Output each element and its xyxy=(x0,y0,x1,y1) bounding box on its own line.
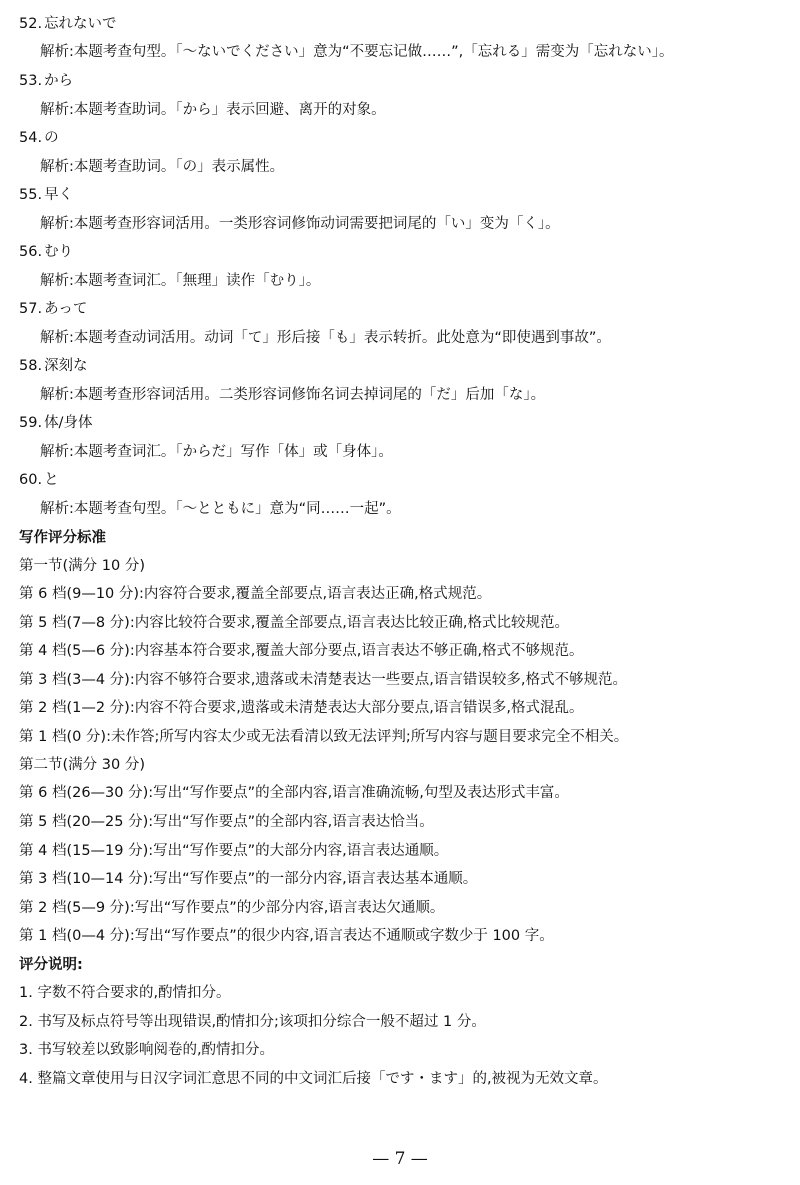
section2-level-3: 第 3 档(10—14 分):写出“写作要点”的一部分内容,语言表达基本通顺。 xyxy=(19,871,478,887)
section2-level-5: 第 5 档(20—25 分):写出“写作要点”的全部内容,语言表达恰当。 xyxy=(19,814,434,830)
section2-level-4: 第 4 档(15—19 分):写出“写作要点”的大部分内容,语言表达通顺。 xyxy=(19,843,449,859)
answer-54: 54. の xyxy=(19,130,59,146)
answer-55: 55. 早く xyxy=(19,187,74,203)
note-3: 3. 书写较差以致影响阅卷的,酌情扣分。 xyxy=(19,1042,275,1058)
section1-title: 第一节(满分 10 分) xyxy=(19,558,145,574)
page-number: — 7 — xyxy=(372,1149,428,1169)
explanation-53: 解析:本题考查助词。「から」表示回避、离开的对象。 xyxy=(40,102,386,118)
explanation-54: 解析:本题考查助词。「の」表示属性。 xyxy=(40,159,285,175)
explanation-60: 解析:本题考查句型。「～とともに」意为“同……一起”。 xyxy=(40,501,401,517)
section1-level-1: 第 1 档(0 分):未作答;所写内容太少或无法看清以致无法评判;所写内容与题目要求完全不相关。 xyxy=(19,729,629,745)
section1-level-5: 第 5 档(7—8 分):内容比较符合要求,覆盖全部要点,语言表达比较正确,格式比较规范。 xyxy=(19,615,570,631)
answer-53: 53. から xyxy=(19,73,74,89)
section2-level-1: 第 1 档(0—4 分):写出“写作要点”的很少内容,语言表达不通顺或字数少于 100 字。 xyxy=(19,928,554,944)
section1-level-4: 第 4 档(5—6 分):内容基本符合要求,覆盖大部分要点,语言表达不够正确,格式不够规范。 xyxy=(19,643,584,659)
answer-57: 57. あって xyxy=(19,301,88,317)
answer-58: 58. 深刻な xyxy=(19,358,88,374)
section2-title: 第二节(满分 30 分) xyxy=(19,757,145,773)
explanation-55: 解析:本题考查形容词活用。一类形容词修饰动词需要把词尾的「い」变为「く」。 xyxy=(40,216,560,232)
note-1: 1. 字数不符合要求的,酌情扣分。 xyxy=(19,985,231,1001)
explanation-57: 解析:本题考查动词活用。动词「て」形后接「も」表示转折。此处意为“即使遇到事故”。 xyxy=(40,330,611,346)
note-4: 4. 整篇文章使用与日汉字词汇意思不同的中文词汇后接「です・ます」的,被视为无效文章。 xyxy=(19,1071,608,1087)
section1-level-6: 第 6 档(9—10 分):内容符合要求,覆盖全部要点,语言表达正确,格式规范。 xyxy=(19,586,492,602)
notes-heading: 评分说明: xyxy=(19,957,83,973)
answer-60: 60. と xyxy=(19,472,59,488)
section2-level-6: 第 6 档(26—30 分):写出“写作要点”的全部内容,语言准确流畅,句型及表达形式丰富。 xyxy=(19,785,569,801)
note-2: 2. 书写及标点符号等出现错误,酌情扣分;该项扣分综合一般不超过 1 分。 xyxy=(19,1014,486,1030)
writing-heading: 写作评分标准 xyxy=(19,530,106,546)
answer-56: 56. むり xyxy=(19,244,74,260)
section2-level-2: 第 2 档(5—9 分):写出“写作要点”的少部分内容,语言表达欠通顺。 xyxy=(19,900,445,916)
section1-level-3: 第 3 档(3—4 分):内容不够符合要求,遗落或未清楚表达一些要点,语言错误较多,格式不够规范。 xyxy=(19,672,628,688)
explanation-56: 解析:本题考查词汇。「無理」读作「むり」。 xyxy=(40,273,321,289)
explanation-58: 解析:本题考查形容词活用。二类形容词修饰名词去掉词尾的「だ」后加「な」。 xyxy=(40,387,546,403)
answer-52: 52. 忘れないで xyxy=(19,16,117,32)
explanation-52: 解析:本题考查句型。「～ないでください」意为“不要忘记做……”,「忘れる」需变为「忘れない」。 xyxy=(40,44,674,60)
explanation-59: 解析:本题考查词汇。「からだ」写作「体」或「身体」。 xyxy=(40,444,393,460)
answer-59: 59. 体/身体 xyxy=(19,415,93,431)
section1-level-2: 第 2 档(1—2 分):内容不符合要求,遗落或未清楚表达大部分要点,语言错误多,格式混乱。 xyxy=(19,700,584,716)
